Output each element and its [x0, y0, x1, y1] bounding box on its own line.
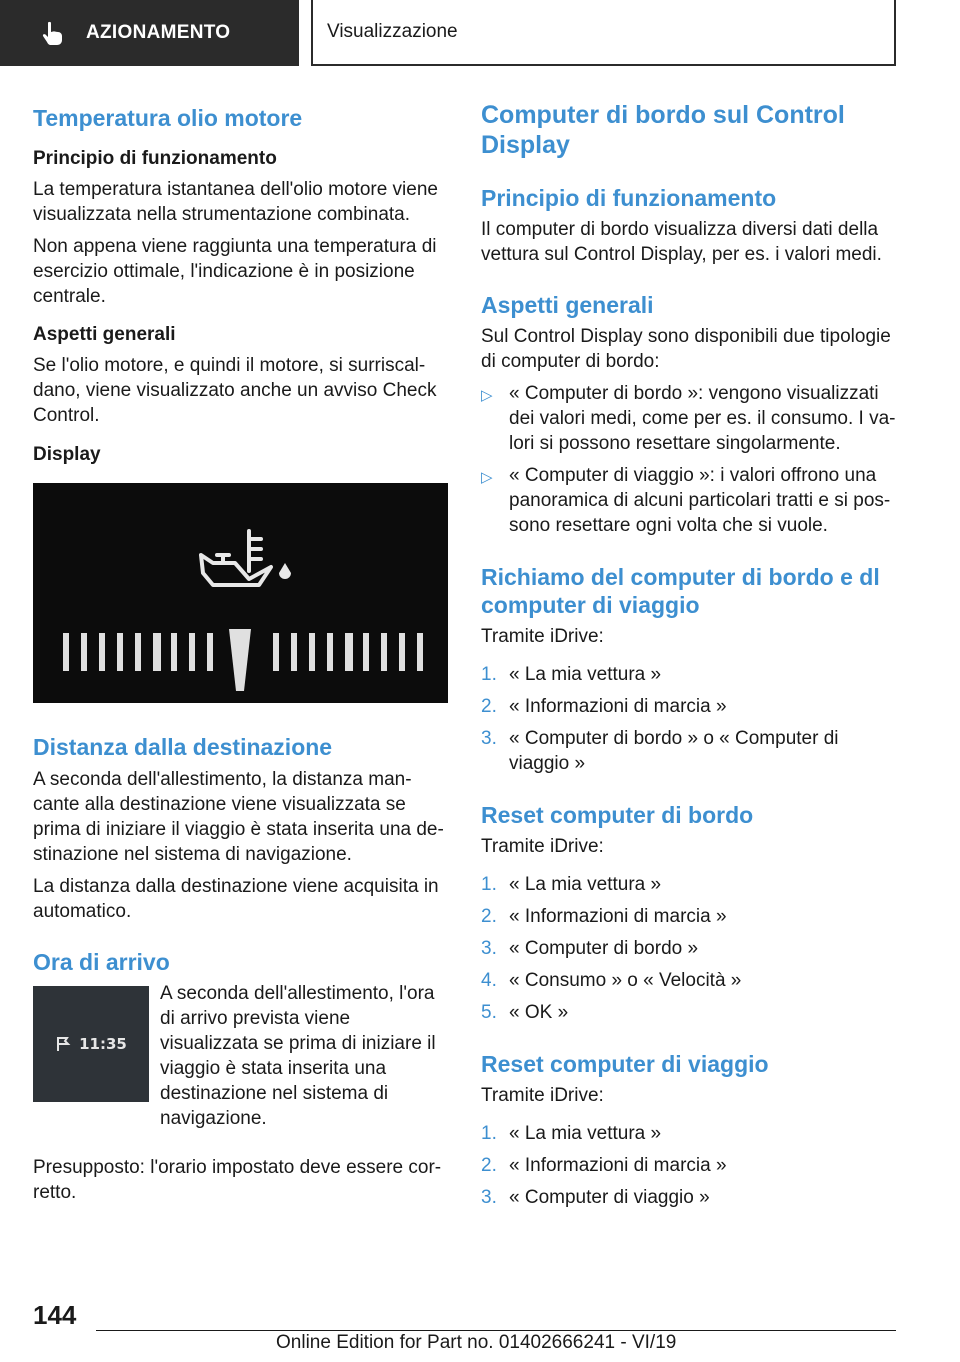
computer-general-heading: Aspetti generali: [481, 292, 654, 318]
left-column: [33, 100, 448, 1205]
section-tab: [311, 0, 896, 66]
gauge-tick: [417, 633, 423, 671]
destination-flag-icon: [55, 1036, 73, 1052]
gauge-tick: [135, 633, 141, 671]
list-item: 2. « Informazioni di marcia »: [481, 906, 727, 927]
oil-display-heading: Display: [33, 444, 101, 465]
arrival-time-display: [33, 986, 149, 1102]
reset-trip-heading: Reset computer di viaggio: [481, 1051, 769, 1077]
computer-principle-heading: Principio di funzionamento: [481, 185, 777, 211]
gauge-tick: [189, 633, 195, 671]
gauge-tick: [291, 633, 297, 671]
gauge-tick: [207, 633, 213, 671]
gauge-tick: [117, 633, 123, 671]
list-item: 1. « La mia vettura »: [481, 874, 662, 895]
gauge-tick: [273, 633, 279, 671]
recall-via: Tramite iDrive:: [481, 626, 604, 647]
edition-text: Online Edition for Part no. 01402666241 - VI/19: [276, 1332, 677, 1353]
gauge-tick: [153, 633, 161, 671]
gauge-tick: [81, 633, 87, 671]
list-item: 1. « La mia vettura »: [481, 664, 662, 685]
computer-general-text: Sul Control Display sono disponibili due tipologie di computer di bordo:: [481, 326, 891, 372]
oil-general-text: Se l'olio motore, e quindi il motore, si surriscal-dano, viene visualizzato anche un avviso Check Control.: [33, 355, 437, 426]
right-column: [481, 100, 896, 1210]
distance-text-1: A seconda dell'allestimento, la distanza man-cante alla destinazione viene visualizzata se prima di iniziare il viaggio è stata inserita una de-stinazione nel sistema di navigazione.: [33, 769, 444, 865]
gauge-pointer: [229, 629, 251, 691]
gauge-tick: [399, 633, 405, 671]
gauge-tick: [171, 633, 177, 671]
oil-principle-heading: Principio di funzionamento: [33, 148, 277, 169]
oil-principle-text-2: Non appena viene raggiunta una temperatura di esercizio ottimale, l'indicazione è in posizione centrale.: [33, 236, 437, 307]
arrival-section: [33, 983, 448, 1131]
computer-principle-text: Il computer di bordo visualizza diversi dati della vettura sul Control Display, per es. i valori medi.: [481, 219, 882, 265]
reset-board-heading: Reset computer di bordo: [481, 802, 754, 828]
requirement-text: Presupposto: l'orario impostato deve essere cor-retto.: [33, 1157, 442, 1203]
list-item: 2. « Informazioni di marcia »: [481, 696, 727, 717]
list-item: 2. « Informazioni di marcia »: [481, 1155, 727, 1176]
reset-board-via: Tramite iDrive:: [481, 836, 604, 857]
list-item: 3. « Computer di viaggio »: [481, 1187, 710, 1208]
gauge-tick: [345, 633, 353, 671]
bullet-text: « Computer di viaggio »: i valori offrono una panoramica di alcuni particolari tratti e si pos-sono resettare ogni volta che si vuole.: [509, 465, 891, 536]
arrival-heading: Ora di arrivo: [33, 949, 170, 975]
list-item: [481, 463, 896, 538]
distance-heading: Distanza dalla destinazione: [33, 734, 333, 760]
list-item: 3. « Computer di bordo » o « Computer di viaggio »: [481, 728, 839, 774]
arrival-time: 11:35: [79, 1035, 127, 1053]
gauge-tick: [99, 633, 105, 671]
bullet-marker: ▷: [481, 469, 493, 486]
gauge-tick: [309, 633, 315, 671]
bullet-marker: ▷: [481, 387, 493, 404]
recall-heading: Richiamo del computer di bordo e dl computer di viaggio: [481, 564, 880, 618]
reset-trip-via: Tramite iDrive:: [481, 1085, 604, 1106]
oil-temperature-heading: Temperatura olio motore: [33, 105, 303, 131]
chapter-tab: [0, 0, 299, 66]
list-item: 1. « La mia vettura »: [481, 1123, 662, 1144]
arrival-text: A seconda dell'allestimento, l'ora di arrivo prevista viene visualizzata se prima di iniziare il viaggio è stata inserita una destinazione nel sistema di navigazione.: [160, 983, 436, 1129]
list-item: 3. « Computer di bordo »: [481, 938, 699, 959]
oil-drop-icon: [279, 563, 291, 579]
oil-temperature-icon: [201, 531, 271, 585]
list-item: [481, 381, 896, 456]
section-title: Visualizzazione: [327, 21, 458, 42]
list-item: 4. « Consumo » o « Velocità »: [481, 970, 742, 991]
oil-temperature-display: [33, 483, 448, 703]
gauge-tick: [63, 633, 69, 671]
gauge-tick: [327, 633, 333, 671]
computer-heading: Computer di bordo sul Control Display: [481, 101, 845, 159]
page-number: 144: [33, 1300, 77, 1330]
footer-divider: [96, 1330, 896, 1331]
gauge-tick: [381, 633, 387, 671]
gauge-tick: [363, 633, 369, 671]
oil-temperature-gauge: [33, 483, 448, 703]
distance-text-2: La distanza dalla destinazione viene acquisita in automatico.: [33, 876, 439, 922]
oil-general-heading: Aspetti generali: [33, 324, 176, 345]
list-item: 5. « OK »: [481, 1002, 569, 1023]
chapter-title: AZIONAMENTO: [86, 22, 231, 43]
hand-pointer-icon: [40, 20, 66, 46]
bullet-text: « Computer di bordo »: vengono visualizzati dei valori medi, come per es. il consumo. I va-lori si possono resettare singolarmente.: [509, 383, 896, 454]
oil-principle-text-1: La temperatura istantanea dell'olio motore viene visualizzata nella strumentazione combinata.: [33, 179, 438, 225]
